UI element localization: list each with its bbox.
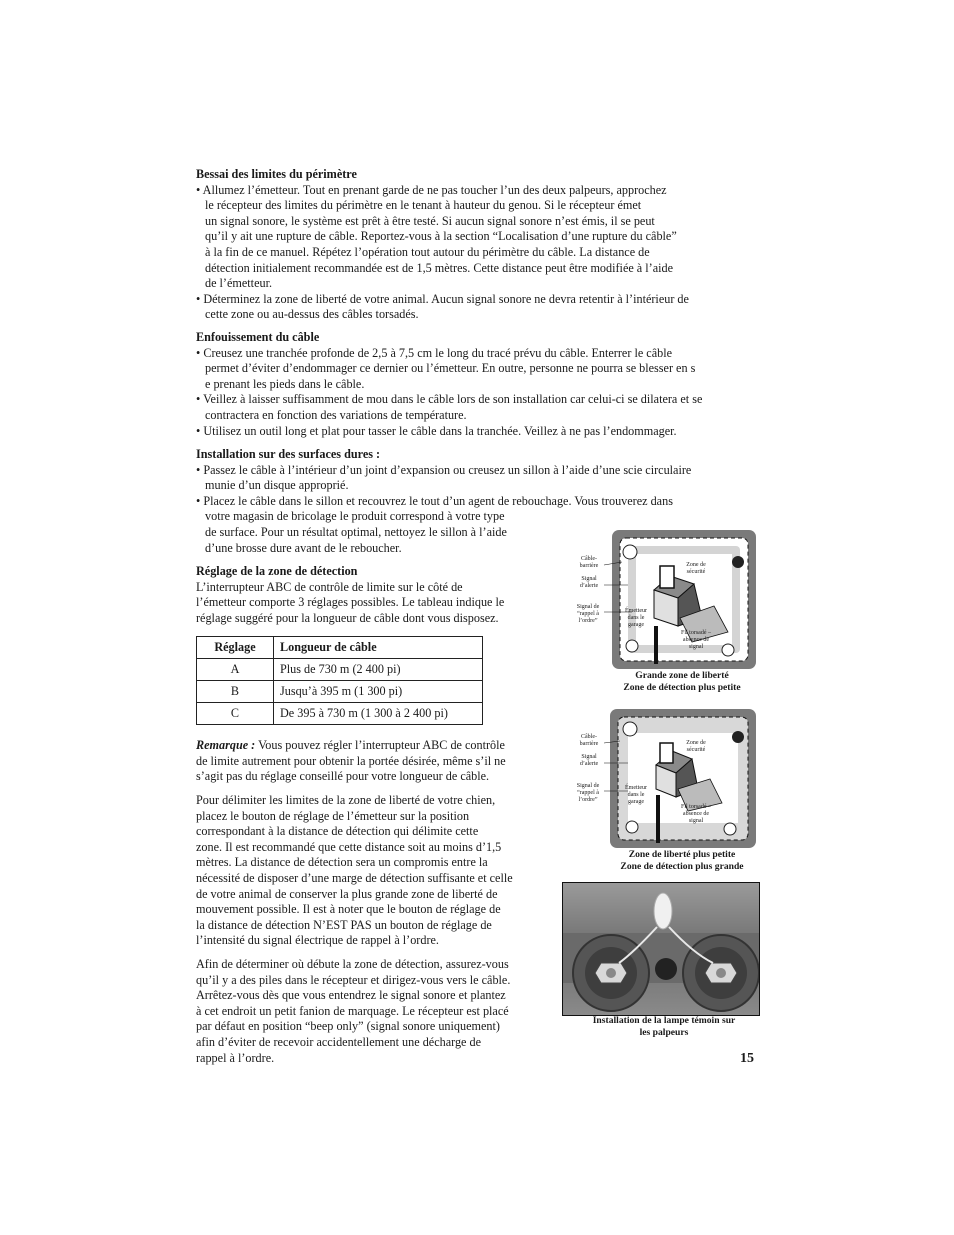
label-rappel: Signal de “rappel à l’ordre” (576, 783, 600, 803)
intro-paragraph: L’interrupteur ABC de contrôle de limite sur le côté de l’émetteur comporte 3 réglages possibles. Le tableau indique le réglage suggéré pour la longueur de câble dont vous disposez. (196, 579, 505, 625)
label-cable: Câble- barrière (579, 556, 599, 569)
table-header-row (197, 637, 483, 659)
table-cell: Jusqu’à 395 m (1 300 pi) (274, 681, 483, 703)
section-title: Installation sur des surfaces dures : (196, 447, 381, 461)
label-zone: Zone de sécurité (686, 740, 706, 753)
yard-diagram (568, 707, 758, 850)
figure-caption: Zone de liberté plus petite Zone de détection plus grande (620, 849, 744, 872)
indicator-lamp-photo (562, 882, 760, 1016)
remark-paragraph: Remarque : Vous pouvez régler l’interrupteur ABC de contrôle de limite autrement pour obtenir la portée désirée, même s’il ne s’agit pas du réglage conseillé pour votre longueur de câble. (196, 738, 506, 784)
label-zone: Zone de sécurité (686, 562, 706, 575)
remark-label: Remarque : (196, 738, 256, 752)
column-header: Réglage (197, 637, 274, 659)
table-row (197, 703, 483, 725)
label-fil: Fil torsadé – absence de signal (681, 630, 711, 650)
zone-diagram-large (568, 528, 758, 671)
table-cell: C (197, 703, 274, 725)
bullet-item: • Utilisez un outil long et plat pour tasser le câble dans la tranchée. Veillez à ne pas l’endommager. (196, 424, 762, 440)
label-emetteur: Émetteur dans le garage (625, 608, 647, 628)
figure-caption: Grande zone de liberté Zone de détection plus petite (623, 670, 741, 693)
settings-table (196, 636, 483, 725)
label-cable: Câble- barrière (579, 734, 599, 747)
bullet-item: • Déterminez la zone de liberté de votre animal. Aucun signal sonore ne devra retentir à l’intérieur de cette zone ou au-dessus des câbles torsadés. (196, 292, 756, 323)
section-title: Enfouissement du câble (196, 330, 320, 344)
bullet-item: • Veillez à laisser suffisamment de mou dans le câble lors de son installation car celui-ci se dilatera et se contractera en fonction des variations de température. (196, 392, 762, 423)
table-row (197, 681, 483, 703)
section-title: Bessai des limites du périmètre (196, 167, 357, 181)
bullet-item: • Passez le câble à l’intérieur d’un joint d’expansion ou creusez un sillon à l’aide d’une scie circulaire munie d’un disque approprié. (196, 463, 762, 494)
page-number: 15 (740, 1051, 754, 1066)
label-fil: Fil torsadé – absence de signal (681, 804, 711, 824)
section-perimeter-test (196, 167, 756, 323)
table-cell: Plus de 730 m (2 400 pi) (274, 659, 483, 681)
column-header: Longueur de câble (274, 637, 483, 659)
photo-caption: Installation de la lampe témoin sur les palpeurs (592, 1015, 736, 1038)
bullet-item: • Placez le câble dans le sillon et recouvrez le tout d’un agent de rebouchage. Vous trouverez dans votre magasin de bricolage le produit correspond à votre type de surface. Pour un résultat optimal, nettoyez le sillon à l’aide d’une brosse dure avant de le reboucher. (196, 494, 762, 556)
zone-start-paragraph: Afin de déterminer où débute la zone de détection, assurez-vous qu’il y a des piles dans le récepteur et dirigez-vous vers le câble. Arrêtez-vous dès que vous entendrez le signal sonore et plantez à cet endroit un petit fanion de marquage. Le récepteur est placé par défaut en position “beep only” (signal sonore uniquement) afin d’éviter de recevoir accidentellement une décharge de rappel à l’ordre. (196, 957, 511, 1065)
section-cable-burial (196, 330, 762, 439)
table-cell: De 395 à 730 m (1 300 à 2 400 pi) (274, 703, 483, 725)
bullet-item: • Creusez une tranchée profonde de 2,5 à 7,5 cm le long du tracé prévu du câble. Enterrer le câble permet d’éviter d’endommager ce dernier ou l’émetteur. En outre, personne ne pourra se blesser en s e prenant les pieds dans le câble. (196, 346, 762, 393)
detection-paragraph: Pour délimiter les limites de la zone de liberté de votre chien, placez le bouton de réglage de l’émetteur sur la position correspondant à la distance de détection qui délimite cette zone. Il est recommandé que cette distance soit au moins d’1,5 mètres. La distance de détection sera un compromis entre la nécessité de disposer d’une marge de détection suffisante et celle de votre animal de conserver la plus grande zone de liberté de mouvement possible. Il est à noter que le bouton de réglage de la distance de détection N’EST PAS un bouton de réglage de l’intensité du signal électrique de rappel à l’ordre. (196, 793, 513, 948)
bullet-item: • Allumez l’émetteur. Tout en prenant garde de ne pas toucher l’un des deux palpeurs, approchez le récepteur des limites du périmètre en le tenant à hauteur du genou. Si le récepteur émet un signal sonore, le système est prêt à être testé. Si aucun signal sonore n’est émis, il se peut qu’il y ait une rupture de câble. Reportez-vous à la section “Localisation d’une rupture du câble” à la fin de ce manuel. Répétez l’opération tout autour du périmètre du câble. La distance de détection initialement recommandée est de 1,5 mètres. Cette distance peut être modifiée à l’aide de l’émetteur. (196, 183, 756, 292)
table-cell: A (197, 659, 274, 681)
photo-illustration (563, 883, 759, 1015)
yard-diagram (568, 528, 758, 671)
label-signal: Signal d’alerte (579, 576, 599, 589)
label-rappel: Signal de “rappel à l’ordre” (576, 604, 600, 624)
label-signal: Signal d’alerte (579, 754, 599, 767)
section-detection-zone (196, 564, 556, 626)
label-emetteur: Émetteur dans le garage (625, 785, 647, 805)
table-cell: B (197, 681, 274, 703)
zone-diagram-small (568, 707, 758, 850)
table-row (197, 659, 483, 681)
section-title: Réglage de la zone de détection (196, 564, 358, 578)
